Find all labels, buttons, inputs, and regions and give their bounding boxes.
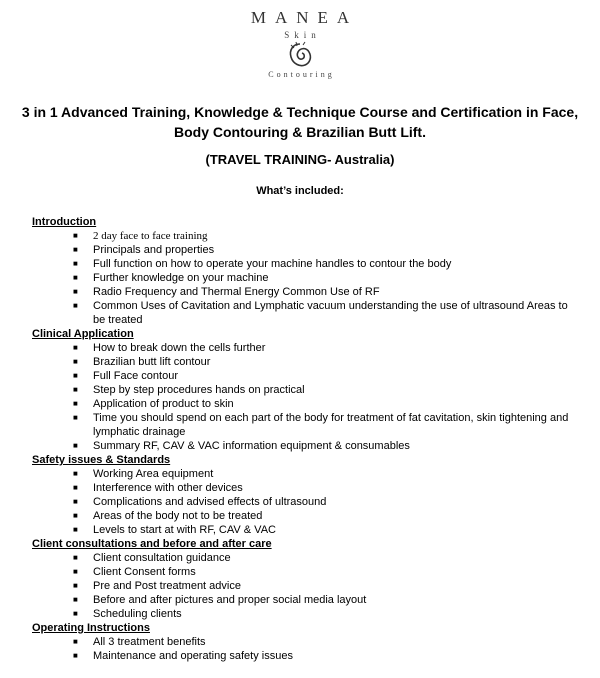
list-item (32, 229, 572, 243)
bullet-icon: ■ (73, 609, 78, 618)
section-list (32, 551, 572, 621)
page-title: 3 in 1 Advanced Training, Knowledge & Technique Course and Certification in Face, Body Contouring & Brazilian Butt Lift. (21, 104, 579, 140)
list-item (32, 607, 572, 621)
list-item-text: Areas of the body not to be treated (93, 510, 263, 522)
bullet-icon: ■ (73, 637, 78, 646)
list-item (32, 495, 572, 509)
bullet-icon: ■ (73, 553, 78, 562)
bullet-icon: ■ (73, 385, 78, 394)
course-contents (32, 215, 572, 663)
logo-skin-text: Skin (284, 30, 321, 40)
bullet-icon: ■ (73, 287, 78, 296)
list-item-text: Scheduling clients (93, 608, 182, 620)
list-item (32, 635, 572, 649)
bullet-icon: ■ (73, 581, 78, 590)
section-heading: Client consultations and before and after care (32, 538, 272, 550)
list-item (32, 467, 572, 481)
page-subtitle: (TRAVEL TRAINING- Australia) (205, 152, 395, 167)
list-item-text: Common Uses of Cavitation and Lymphatic vacuum understanding the use of ultrasound Areas to be treated (93, 300, 568, 326)
section-list (32, 229, 572, 327)
list-item (32, 551, 572, 565)
list-item-text: All 3 treatment benefits (93, 636, 206, 648)
section-heading: Safety issues & Standards (32, 454, 171, 466)
list-item-text: Working Area equipment (93, 468, 214, 480)
shell-icon (285, 40, 315, 70)
list-item (32, 439, 572, 453)
list-item-text: Interference with other devices (93, 482, 243, 494)
list-item-text: Maintenance and operating safety issues (93, 650, 293, 662)
list-item (32, 257, 572, 271)
whats-included-heading: What’s included: (256, 185, 344, 197)
section-list (32, 341, 572, 453)
bullet-icon: ■ (73, 525, 78, 534)
bullet-icon: ■ (73, 651, 78, 660)
list-item-text: Pre and Post treatment advice (93, 580, 241, 592)
list-item (32, 509, 572, 523)
bullet-icon: ■ (73, 497, 78, 506)
bullet-icon: ■ (73, 245, 78, 254)
list-item (32, 397, 572, 411)
list-item-text: 2 day face to face training (93, 230, 208, 242)
list-item-text: Radio Frequency and Thermal Energy Common Use of RF (93, 286, 380, 298)
logo-wordmark: MANEA (250, 8, 359, 27)
bullet-icon: ■ (73, 343, 78, 352)
bullet-icon: ■ (73, 399, 78, 408)
list-item (32, 369, 572, 383)
list-item-text: Full function on how to operate your machine handles to contour the body (93, 258, 452, 270)
list-item (32, 481, 572, 495)
list-item-text: Full Face contour (93, 370, 178, 382)
list-item (32, 579, 572, 593)
bullet-icon: ■ (73, 595, 78, 604)
list-item-text: Summary RF, CAV & VAC information equipment & consumables (93, 440, 410, 452)
list-item-text: Before and after pictures and proper social media layout (93, 594, 367, 606)
list-item (32, 649, 572, 663)
list-item-text: Levels to start at with RF, CAV & VAC (93, 524, 276, 536)
section-heading: Introduction (32, 216, 97, 228)
list-item (32, 243, 572, 257)
bullet-icon: ■ (73, 371, 78, 380)
list-item (32, 523, 572, 537)
bullet-icon: ■ (73, 469, 78, 478)
logo-contouring-text: Contouring (268, 70, 335, 79)
section-heading: Clinical Application (32, 328, 134, 340)
list-item-text: Principals and properties (93, 244, 215, 256)
list-item (32, 355, 572, 369)
list-item (32, 299, 572, 327)
bullet-icon: ■ (73, 483, 78, 492)
list-item-text: How to break down the cells further (93, 342, 266, 354)
bullet-icon: ■ (73, 301, 78, 310)
bullet-icon: ■ (73, 567, 78, 576)
list-item (32, 271, 572, 285)
list-item-text: Application of product to skin (93, 398, 234, 410)
bullet-icon: ■ (73, 231, 78, 240)
bullet-icon: ■ (73, 413, 78, 422)
bullet-icon: ■ (73, 273, 78, 282)
bullet-icon: ■ (73, 511, 78, 520)
section-heading: Operating Instructions (32, 622, 150, 634)
list-item (32, 383, 572, 397)
list-item-text: Client Consent forms (93, 566, 196, 578)
section-list (32, 467, 572, 537)
list-item (32, 565, 572, 579)
list-item (32, 341, 572, 355)
list-item-text: Time you should spend on each part of the body for treatment of fat cavitation, skin tightening and lymphatic drainage (93, 412, 569, 438)
list-item (32, 593, 572, 607)
list-item-text: Further knowledge on your machine (93, 272, 269, 284)
section-list (32, 635, 572, 663)
list-item-text: Step by step procedures hands on practical (93, 384, 305, 396)
bullet-icon: ■ (73, 357, 78, 366)
list-item-text: Client consultation guidance (93, 552, 231, 564)
bullet-icon: ■ (73, 259, 78, 268)
list-item (32, 411, 572, 439)
bullet-icon: ■ (73, 441, 78, 450)
list-item-text: Brazilian butt lift contour (93, 356, 211, 368)
list-item-text: Complications and advised effects of ultrasound (93, 496, 327, 508)
brand-logo (0, 8, 600, 79)
list-item (32, 285, 572, 299)
